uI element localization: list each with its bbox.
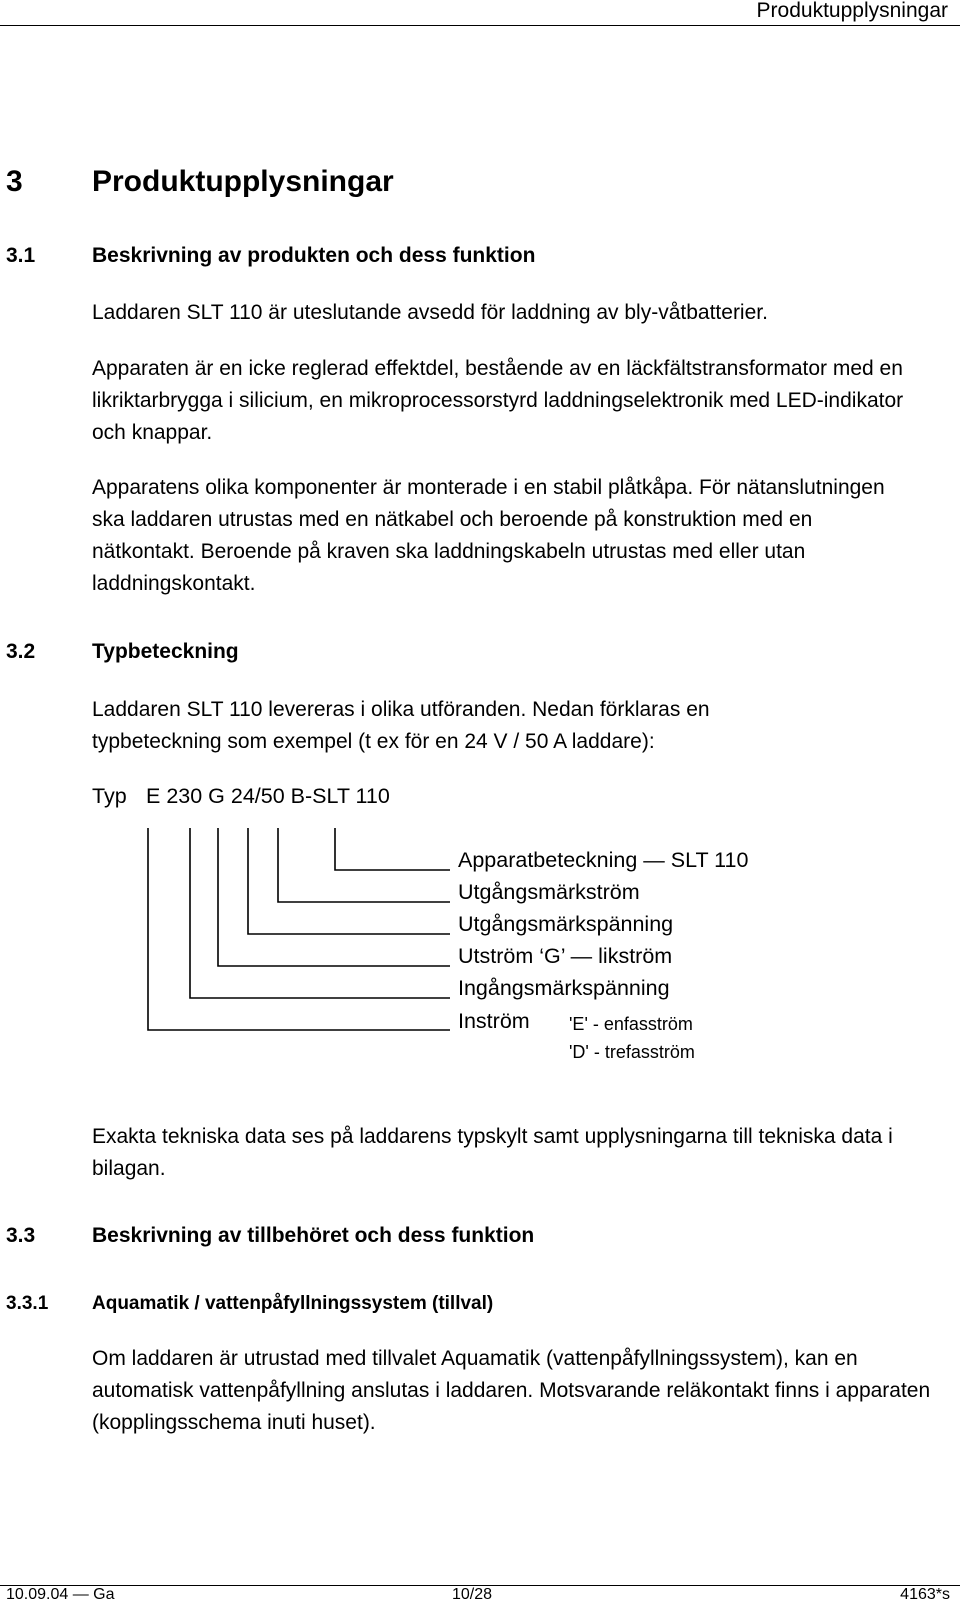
paragraph-aquamatik: Om laddaren är utrustad med tillvalet Aquamatik (vattenpåfyllningssystem), kan en automatisk vattenpåfyllning anslutas i laddaren. Motsvarande reläkontakt finns i apparaten (kopplingsschema inuti huset). bbox=[92, 1347, 931, 1434]
leader-line-input-current bbox=[148, 828, 450, 1030]
input-current-option-three-phase: 'D' - trefasström bbox=[569, 1042, 695, 1062]
input-current-option-single-phase: 'E' - enfasström bbox=[569, 1014, 693, 1034]
legend-input-voltage: Ingångsmärkspänning bbox=[458, 976, 670, 1000]
section-3-3-1-number: 3.3.1 bbox=[6, 1293, 49, 1314]
footer-document-code: 4163*s bbox=[900, 1586, 950, 1603]
section-3-2-number: 3.2 bbox=[6, 640, 36, 663]
leader-line-output-current bbox=[278, 828, 450, 902]
footer-date-author: 10.09.04 — Ga bbox=[6, 1586, 115, 1603]
leader-line-device bbox=[335, 828, 450, 870]
leader-line-output-type bbox=[218, 828, 450, 966]
type-prefix: Typ bbox=[92, 784, 127, 808]
paragraph-components: Apparatens olika komponenter är monterade i en stabil plåtkåpa. För nätanslutningen ska laddaren utrustas med en nätkabel och beroende på konstruktion med en nätkontakt. Beroende på kraven ska laddningskabeln utrustas med eller utan laddningskontakt. bbox=[92, 476, 885, 595]
paragraph-construction: Apparaten är en icke reglerad effektdel, bestående av en läckfältstransformator med en likriktarbrygga i silicium, en mikroprocessorstyrd laddningselektronik med LED-indikator och knappar. bbox=[92, 357, 904, 444]
section-3-title: Produktupplysningar bbox=[92, 165, 394, 198]
section-3-1-number: 3.1 bbox=[6, 244, 36, 267]
paragraph-technical-data: Exakta tekniska data ses på laddarens typskylt samt upplysningarna till tekniska data i bilagan. bbox=[92, 1125, 893, 1180]
footer-page-number: 10/28 bbox=[452, 1586, 493, 1603]
legend-device-designation: Apparatbeteckning — SLT 110 bbox=[458, 848, 749, 872]
section-3-3-title: Beskrivning av tillbehöret och dess funktion bbox=[92, 1224, 535, 1247]
section-3-3-1-title: Aquamatik / vattenpåfyllningssystem (tillval) bbox=[92, 1293, 494, 1314]
legend-input-current: Inström bbox=[458, 1009, 530, 1033]
leader-line-input-voltage bbox=[190, 828, 450, 998]
legend-output-voltage: Utgångsmärkspänning bbox=[458, 912, 674, 936]
type-code: E 230 G 24/50 B-SLT 110 bbox=[146, 784, 390, 808]
paragraph-intended-use: Laddaren SLT 110 är uteslutande avsedd för laddning av bly-våtbatterier. bbox=[92, 301, 768, 324]
legend-output-type: Utström ‘G’ — likström bbox=[458, 944, 673, 968]
running-header-title: Produktupplysningar bbox=[756, 0, 948, 22]
section-3-number: 3 bbox=[6, 165, 23, 198]
section-3-1-title: Beskrivning av produkten och dess funktion bbox=[92, 244, 536, 267]
section-3-2-title: Typbeteckning bbox=[92, 640, 239, 663]
paragraph-type-intro: Laddaren SLT 110 levereras i olika utföranden. Nedan förklaras en typbeteckning som exempel (t ex för en 24 V / 50 A laddare): bbox=[92, 698, 710, 753]
section-3-3-number: 3.3 bbox=[6, 1224, 36, 1247]
legend-output-current: Utgångsmärkström bbox=[458, 880, 640, 904]
